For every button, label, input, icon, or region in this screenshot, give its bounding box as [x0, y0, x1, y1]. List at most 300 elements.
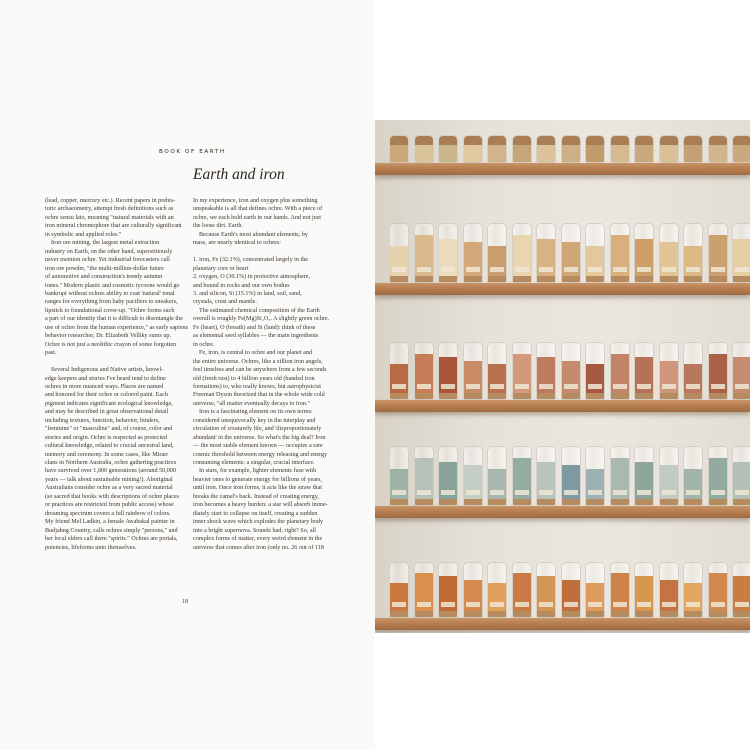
ochre-vial [463, 446, 483, 506]
vial-cork [415, 393, 433, 399]
text-line: Budjahng Country, calls ochres simply "persons," and [45, 527, 178, 534]
ochre-vial [536, 223, 556, 283]
vial-cork [660, 276, 678, 282]
vial-cork [537, 136, 555, 145]
text-line: in symbolic and applied roles." [45, 231, 122, 238]
ochre-vial [732, 135, 750, 163]
vial-label [564, 267, 578, 272]
ochre-vial [732, 446, 750, 506]
vial-cork [464, 393, 482, 399]
ochre-vial [659, 135, 679, 163]
ochre-vial [389, 135, 409, 163]
ochre-vial [659, 446, 679, 506]
ochre-vial [634, 562, 654, 618]
vial-cork [660, 393, 678, 399]
vial-label [686, 602, 700, 607]
vial-label [637, 602, 651, 607]
text-line: years — talk about sustainable mining!). Aboriginal [45, 476, 173, 483]
text-line: complex forms of matter, every weird element in the [193, 536, 323, 543]
vial-label [515, 602, 529, 607]
text-line: into a bright supernova. Sounds bad, right? So, all [193, 527, 316, 534]
vial-cork [611, 499, 629, 505]
vial-cork [733, 393, 750, 399]
text-line: use of ochre from the human experience," as early sapiens [45, 324, 189, 331]
text-line: clans in Northern Australia, ochre gathering practices [45, 460, 177, 467]
vial-label [613, 490, 627, 495]
page-number: 18 [182, 599, 188, 605]
text-line: (lead, copper, mercury etc.). Recent papers in prehis- [45, 198, 176, 204]
ochre-vial [634, 135, 654, 163]
vial-cork [390, 276, 408, 282]
vial-label [564, 384, 578, 389]
pigment-fill [684, 145, 702, 163]
text-line: heavier ones to generate energy for billions of years, [193, 476, 322, 483]
vial-label [686, 267, 700, 272]
ochre-vial [536, 562, 556, 618]
vial-cork [513, 393, 531, 399]
text-line: including textures, function, behavior, binders, [45, 417, 160, 424]
ochre-vial [683, 223, 703, 283]
vial-label [613, 384, 627, 389]
vial-cork [537, 611, 555, 617]
ochre-vial [438, 135, 458, 163]
text-line: past. [45, 350, 57, 357]
ochre-vial [512, 562, 532, 618]
vial-cork [733, 611, 750, 617]
vial-label [613, 267, 627, 272]
ochre-vial [659, 223, 679, 283]
vial-label [637, 267, 651, 272]
vial-cork [439, 276, 457, 282]
vial-label [735, 490, 749, 495]
vial-cork [439, 136, 457, 145]
text-line: My friend Mel Ladkin, a female Awabakal painter in [45, 519, 175, 526]
vial-cork [488, 393, 506, 399]
ochre-vial [610, 446, 630, 506]
text-line: Iron is a fascinating element on its own terms: [199, 409, 313, 416]
ochre-vial [683, 342, 703, 400]
text-line: never mention ochre. Yet industrial forecasters call [45, 257, 170, 264]
wooden-shelf [375, 506, 750, 518]
vial-label [735, 267, 749, 272]
vial-label [539, 490, 553, 495]
ochre-vial [683, 135, 703, 163]
vial-cork [488, 611, 506, 617]
vial-label [515, 384, 529, 389]
text-line: dreaming spectrum covers a full rainbow of colors. [45, 510, 171, 517]
text-line: edge keepers and stories I've heard tend to define [45, 375, 166, 382]
vial-label [588, 384, 602, 389]
ochre-vial [708, 223, 728, 283]
ochre-vial [438, 446, 458, 506]
vial-cork [488, 499, 506, 505]
ochre-vial [536, 342, 556, 400]
vial-cork [464, 611, 482, 617]
text-column-right [193, 197, 337, 552]
vial-label [466, 490, 480, 495]
vial-cork [562, 499, 580, 505]
vial-cork [390, 611, 408, 617]
vial-label [539, 384, 553, 389]
wooden-shelf [375, 618, 750, 630]
pigment-fill [635, 145, 653, 163]
ochre-vial [414, 223, 434, 283]
vial-cork [415, 611, 433, 617]
pigment-fill [488, 145, 506, 163]
vial-label [466, 267, 480, 272]
ochre-vial [659, 342, 679, 400]
ochre-vial [487, 342, 507, 400]
text-line: In stars, for example, lighter elements fuse with [199, 468, 317, 475]
vial-label [441, 602, 455, 607]
vial-cork [709, 136, 727, 145]
ochre-vial [414, 562, 434, 618]
wooden-shelf [375, 400, 750, 412]
text-line: tones." Modern plastic and cosmetic tycoons would go [45, 282, 180, 289]
ochre-vial [585, 342, 605, 400]
ochre-vial [438, 562, 458, 618]
vial-cork [562, 393, 580, 399]
pigment-fill [733, 145, 750, 163]
vial-label [588, 267, 602, 272]
pigment-fill [586, 145, 604, 163]
text-line: universe, "all matter eventually decays to iron." [193, 400, 310, 407]
vial-label [637, 384, 651, 389]
pigment-fill [709, 145, 727, 163]
ochre-vial [585, 135, 605, 163]
chapter-title: Earth and iron [193, 166, 285, 183]
vial-label [392, 490, 406, 495]
text-line: and may be described in great observational detail [45, 409, 169, 416]
vial-cork [562, 136, 580, 145]
vial-label [686, 490, 700, 495]
vial-label [662, 267, 676, 272]
ochre-vial [463, 562, 483, 618]
ochre-vial [708, 342, 728, 400]
ochre-vial [585, 223, 605, 283]
text-line: have survived over 1,000 generations (around 50,000 [45, 468, 176, 475]
ochre-vial [561, 135, 581, 163]
vial-cork [709, 499, 727, 505]
text-line: overall is roughly Fe(Mg)Si₂O₃. A slightly green ochre. [193, 316, 330, 323]
ochre-vial [414, 135, 434, 163]
vial-label [490, 267, 504, 272]
vial-cork [709, 276, 727, 282]
vial-cork [709, 611, 727, 617]
ochre-vial [585, 562, 605, 618]
vial-cork [586, 611, 604, 617]
text-line: In my experience, iron and oxygen plus something [193, 198, 318, 204]
vial-label [588, 490, 602, 495]
text-line: mass, are nearly identical to ochres: [193, 240, 281, 247]
vial-label [711, 490, 725, 495]
text-line: breaks the camel's back. Instead of creating energy, [193, 493, 319, 500]
photo-ochre-vials-shelves [375, 120, 750, 633]
text-line: Ochre is not just a neolithic crayon of some forgotten [45, 341, 177, 348]
text-line: bankrupt without ochres ability to coat 'natural' tonal [45, 290, 175, 297]
ochre-vial [536, 135, 556, 163]
ochre-vial [414, 342, 434, 400]
ochre-vial [512, 223, 532, 283]
vial-label [441, 267, 455, 272]
wooden-shelf [375, 283, 750, 295]
text-line: iron becomes a heavy burden: a star will absorb imme- [193, 502, 328, 509]
vial-label [711, 602, 725, 607]
text-line: memory and ceremony. In some cases, like Mirarr [45, 451, 169, 458]
pigment-fill [513, 145, 531, 163]
paragraph-gap [45, 358, 189, 366]
ochre-vial [512, 135, 532, 163]
text-line: until iron. Once iron forms, it acts like the straw that [193, 485, 322, 492]
ochre-vial [610, 135, 630, 163]
text-line: Freeman Dyson theorized that in the whole wide cold [193, 392, 325, 399]
vial-cork [611, 136, 629, 145]
ochre-vial [561, 562, 581, 618]
vial-cork [733, 136, 750, 145]
vial-label [711, 384, 725, 389]
text-line: cultural knowledge, related to crucial ancestral land, [45, 443, 174, 450]
text-column-left [45, 197, 189, 552]
text-line: Fe (heart), O (breath) and Si (land): think of these [193, 324, 316, 331]
text-line: and honored for their ochre or colored paint. Each [45, 392, 168, 399]
ochre-vial [487, 562, 507, 618]
vial-label [466, 602, 480, 607]
vial-cork [611, 276, 629, 282]
text-line: ranges for everything from baby pacifiers to sneakers, [45, 299, 178, 306]
ochre-vial [659, 562, 679, 618]
vial-label [539, 602, 553, 607]
ochre-vial [487, 446, 507, 506]
vial-cork [390, 136, 408, 145]
vial-cork [586, 393, 604, 399]
text-line: stories and origin. Ochre is respected as protected [45, 434, 168, 441]
text-line: iron ore powder, "the multi-million-dollar future [45, 265, 164, 272]
ochre-vial [389, 562, 409, 618]
text-line: in ochre. [193, 341, 215, 348]
text-line: toric archaeometry, attempt fresh definitions such as [45, 206, 174, 213]
vial-label [417, 602, 431, 607]
text-line: the entire universe. Ochres, like a zillion iron angels, [193, 358, 323, 365]
ochre-vial [683, 446, 703, 506]
ochre-vial [610, 562, 630, 618]
text-line: universe that comes after iron (only no. 26 out of 118 [193, 544, 324, 551]
text-line: — the most stable element known — occupies a rare [193, 443, 323, 450]
vial-label [735, 384, 749, 389]
vial-cork [464, 276, 482, 282]
text-line: feel timeless and can be anywhere from a few seconds [193, 367, 327, 374]
text-line: abundant' in the universe. So what's the big deal? Iron [193, 434, 326, 441]
text-line: pigment indicates significant ecological knowledge, [45, 400, 173, 407]
text-line: potencies, lifeforms unto themselves. [45, 544, 137, 551]
vial-cork [733, 276, 750, 282]
ochre-vial [708, 446, 728, 506]
pigment-fill [439, 145, 457, 163]
text-line: the loose dirt. Earth. [193, 223, 243, 230]
ochre-vial [487, 135, 507, 163]
vial-cork [390, 499, 408, 505]
text-line: Fe, iron, is central to ochre and our planet and [199, 350, 313, 357]
ochre-vial [634, 342, 654, 400]
vial-cork [635, 611, 653, 617]
vial-cork [635, 499, 653, 505]
vial-label [490, 384, 504, 389]
ochre-vial [438, 342, 458, 400]
vial-cork [684, 393, 702, 399]
vial-cork [586, 276, 604, 282]
ochre-vial [708, 562, 728, 618]
vial-label [711, 267, 725, 272]
vial-cork [684, 499, 702, 505]
text-line: ochres in more nuanced ways. Places are named [45, 383, 164, 390]
text-line: The estimated chemical composition of the Earth [199, 307, 320, 314]
vial-cork [464, 499, 482, 505]
text-line: 3. and silicon, Si (15.1%) in land, soil, sand, [193, 290, 302, 297]
vial-cork [415, 136, 433, 145]
vial-label [392, 267, 406, 272]
vial-label [441, 490, 455, 495]
pigment-fill [562, 145, 580, 163]
vial-label [564, 602, 578, 607]
ochre-vial [389, 342, 409, 400]
vial-cork [684, 611, 702, 617]
ochre-vial [536, 446, 556, 506]
vial-label [417, 490, 431, 495]
ochre-vial [610, 342, 630, 400]
vial-label [662, 384, 676, 389]
vial-label [588, 602, 602, 607]
vial-cork [513, 611, 531, 617]
text-line: "feminine" or "masculine" and, of course, color and [45, 426, 173, 433]
ochre-vial [438, 223, 458, 283]
vial-cork [537, 393, 555, 399]
ochre-vial [463, 135, 483, 163]
vial-cork [709, 393, 727, 399]
vial-cork [733, 499, 750, 505]
text-line: planetary core or heart [193, 265, 249, 272]
vial-label [515, 490, 529, 495]
pigment-fill [390, 145, 408, 163]
text-line: Australians consider ochre as a very sacred material [45, 485, 173, 492]
vial-cork [562, 611, 580, 617]
text-line: Several Indigenous and Native artists, knowl- [51, 367, 164, 374]
vial-cork [488, 136, 506, 145]
vial-label [441, 384, 455, 389]
text-line: diately start to collapse on itself, creating a sudden [193, 510, 318, 517]
vial-cork [684, 136, 702, 145]
text-line: lipstick to foundational cover-up. "Ochre forms such [45, 307, 175, 314]
ochre-vial [463, 342, 483, 400]
vial-label [392, 602, 406, 607]
vial-cork [488, 276, 506, 282]
ochre-vial [732, 223, 750, 283]
vial-cork [660, 499, 678, 505]
ochre-vial [512, 446, 532, 506]
vial-cork [439, 611, 457, 617]
vial-label [735, 602, 749, 607]
text-line: behavior researcher, Dr. Elizabeth Velliky sums up. [45, 333, 171, 340]
ochre-vial [634, 446, 654, 506]
text-line: or practices are restricted from public access) whose [45, 502, 174, 509]
vial-cork [611, 611, 629, 617]
ochre-vial [414, 446, 434, 506]
vial-label [466, 384, 480, 389]
paragraph-gap [193, 248, 337, 256]
vial-cork [562, 276, 580, 282]
vial-cork [684, 276, 702, 282]
vial-cork [464, 136, 482, 145]
ochre-vial [389, 223, 409, 283]
ochre-vial [487, 223, 507, 283]
text-line: unspeakable is all that defines ochre. With a piece of [193, 206, 323, 213]
vial-cork [513, 499, 531, 505]
text-line: 1. iron, Fe (32.1%), concentrated largely in the [193, 257, 308, 264]
text-line: of automotive and construction's trendy autumn [45, 274, 163, 281]
vial-cork [415, 499, 433, 505]
vial-label [392, 384, 406, 389]
vial-label [539, 267, 553, 272]
ochre-vial [634, 223, 654, 283]
pigment-fill [464, 145, 482, 163]
text-line: formations) to, who really knows, but astrophysicist [193, 383, 321, 390]
vial-cork [635, 136, 653, 145]
vial-label [662, 490, 676, 495]
vial-cork [439, 393, 457, 399]
ochre-vial [561, 223, 581, 283]
text-line: consuming elements: a singular, crucial interface. [193, 460, 315, 467]
ochre-vial [561, 446, 581, 506]
text-line: a part of our identity that it is difficult to disentangle the [45, 316, 183, 323]
pigment-fill [537, 145, 555, 163]
vial-label [417, 384, 431, 389]
vial-cork [513, 136, 531, 145]
text-line: industry on Earth, on the other hand, superstitiously [45, 248, 173, 255]
ochre-vial [732, 562, 750, 618]
text-line: Because Earth's most abundant elements, by [199, 231, 308, 238]
vial-cork [537, 276, 555, 282]
vial-label [662, 602, 676, 607]
wooden-shelf [375, 163, 750, 175]
vial-cork [439, 499, 457, 505]
text-line: cosmic threshold between energy releasing and energy [193, 451, 328, 458]
ochre-vial [463, 223, 483, 283]
vial-cork [635, 276, 653, 282]
text-line: ochre, we each hold earth in our hands. And not just [193, 214, 321, 221]
pigment-fill [415, 145, 433, 163]
vial-label [564, 490, 578, 495]
text-line: as elemental seed syllables — the main ingredients [193, 333, 319, 340]
vial-cork [390, 393, 408, 399]
vial-label [490, 490, 504, 495]
text-line: and bound in rocks and our own bodies [193, 282, 290, 289]
ochre-vial [561, 342, 581, 400]
ochre-vial [389, 446, 409, 506]
text-line: considered unequivocally key in the interplay and [193, 417, 316, 424]
text-line: 2. oxygen, O (30.1%) in protective atmosphere, [193, 274, 310, 281]
text-line: her local elders call them "spirits." Ochres are portals, [45, 536, 178, 543]
vial-label [613, 602, 627, 607]
text-line: crystals, crust and mantle. [193, 299, 257, 306]
pigment-fill [611, 145, 629, 163]
vial-cork [537, 499, 555, 505]
running-header: BOOK OF EARTH [159, 149, 226, 155]
ochre-vial [512, 342, 532, 400]
text-line: Iron ore mining, the largest metal extraction [51, 240, 160, 247]
vial-cork [513, 276, 531, 282]
vial-cork [415, 276, 433, 282]
ochre-vial [732, 342, 750, 400]
vial-label [637, 490, 651, 495]
pigment-fill [660, 145, 678, 163]
